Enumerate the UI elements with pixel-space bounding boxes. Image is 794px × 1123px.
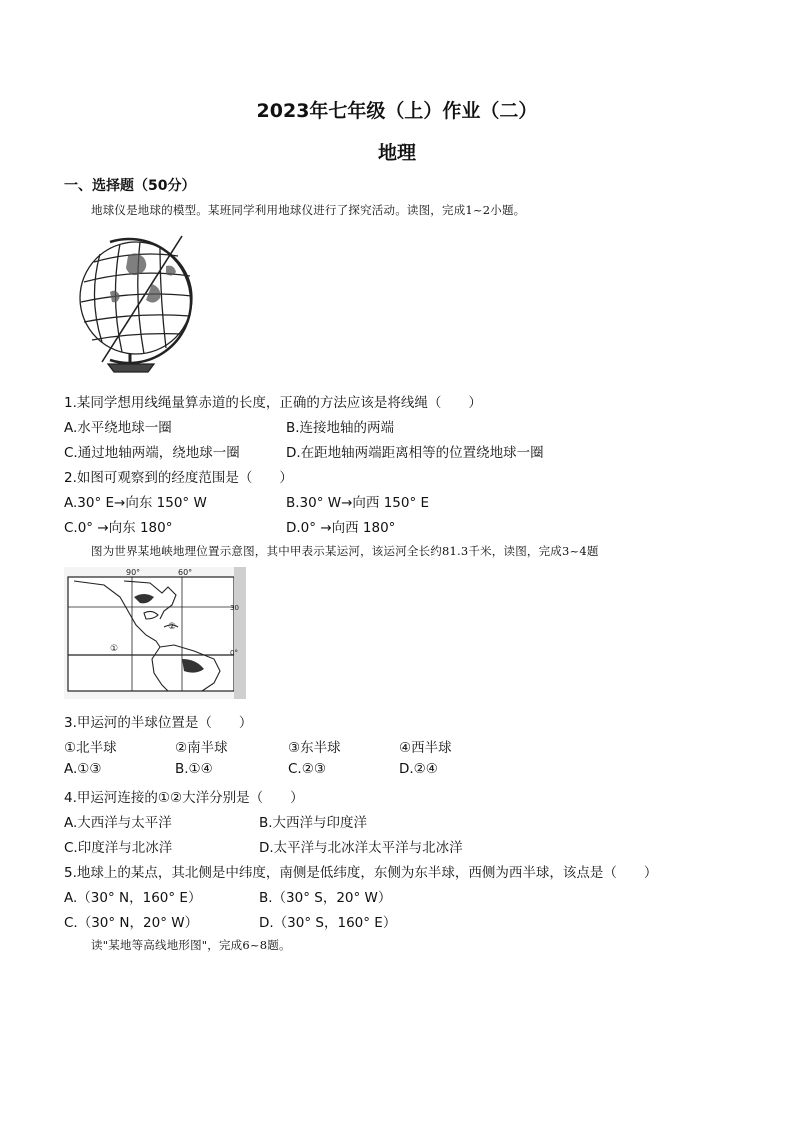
question-1-stem: 1.某同学想用线绳量算赤道的长度，正确的方法应该是将线绳（ ） (64, 395, 482, 411)
q3-choice-2: ②南半球 (175, 740, 228, 756)
map-marker-2: ② (168, 622, 177, 632)
q2-option-b: B.30° W→向西 150° E (286, 495, 430, 511)
q3-choice-1: ①北半球 (64, 740, 117, 756)
question-4-stem: 4.甲运河连接的①②大洋分别是（ ） (64, 790, 304, 806)
q2-option-a: A.30° E→向东 150° W (64, 495, 207, 511)
q2-option-d: D.0° →向西 180° (286, 520, 396, 536)
q3-option-c: C.②③ (288, 761, 326, 777)
q4-option-b: B.大西洋与印度洋 (259, 815, 368, 831)
q2-option-c: C.0° →向东 180° (64, 520, 173, 536)
q5-option-b: B.（30° S，20° W） (259, 890, 392, 906)
map-lon-90: 90° (126, 568, 141, 577)
map-lon-60: 60° (178, 568, 193, 577)
map-marker-1: ① (110, 644, 119, 654)
intro-contour: 读"某地等高线地形图"，完成6~8题。 (91, 938, 291, 952)
document-title: 2023年七年级（上）作业（二） (256, 100, 538, 122)
q1-option-c: C.通过地轴两端，绕地球一圈 (64, 445, 240, 461)
q3-choice-3: ③东半球 (288, 740, 341, 756)
q1-option-a: A.水平绕地球一圈 (64, 420, 172, 436)
q5-option-d: D.（30° S，160° E） (259, 915, 397, 931)
q4-option-d: D.太平洋与北冰洋太平洋与北冰洋 (259, 840, 463, 856)
subject-title: 地理 (377, 142, 416, 164)
q3-choice-4: ④西半球 (399, 740, 452, 756)
question-3-stem: 3.甲运河的半球位置是（ ） (64, 715, 253, 731)
q3-option-d: D.②④ (399, 761, 438, 777)
q4-option-a: A.大西洋与太平洋 (64, 815, 172, 831)
q1-option-d: D.在距地轴两端距离相等的位置绕地球一圈 (286, 445, 544, 461)
intro-isthmus: 图为世界某地峡地理位置示意图，其中甲表示某运河，该运河全长约81.3千米，读图，完成3~4题 (91, 544, 599, 558)
question-5-stem: 5.地球上的某点，其北侧是中纬度，南侧是低纬度，东侧为东半球，西侧为西半球，该点是（ ） (64, 865, 658, 881)
q5-option-c: C.（30° N，20° W） (64, 915, 199, 931)
question-2-stem: 2.如图可观察到的经度范围是（ ） (64, 470, 293, 486)
section-heading: 一、选择题（50分） (64, 178, 196, 194)
globe-illustration (70, 232, 210, 377)
map-lat-0: 0° (230, 649, 238, 657)
q5-option-a: A.（30° N，160° E） (64, 890, 202, 906)
intro-globe: 地球仪是地球的模型。某班同学利用地球仪进行了探究活动。读图，完成1~2小题。 (91, 203, 526, 217)
q3-option-b: B.①④ (175, 761, 213, 777)
q3-option-a: A.①③ (64, 761, 102, 777)
isthmus-map (64, 567, 246, 699)
q1-option-b: B.连接地轴的两端 (286, 420, 395, 436)
q4-option-c: C.印度洋与北冰洋 (64, 840, 173, 856)
map-lat-30: 30 (230, 604, 239, 612)
